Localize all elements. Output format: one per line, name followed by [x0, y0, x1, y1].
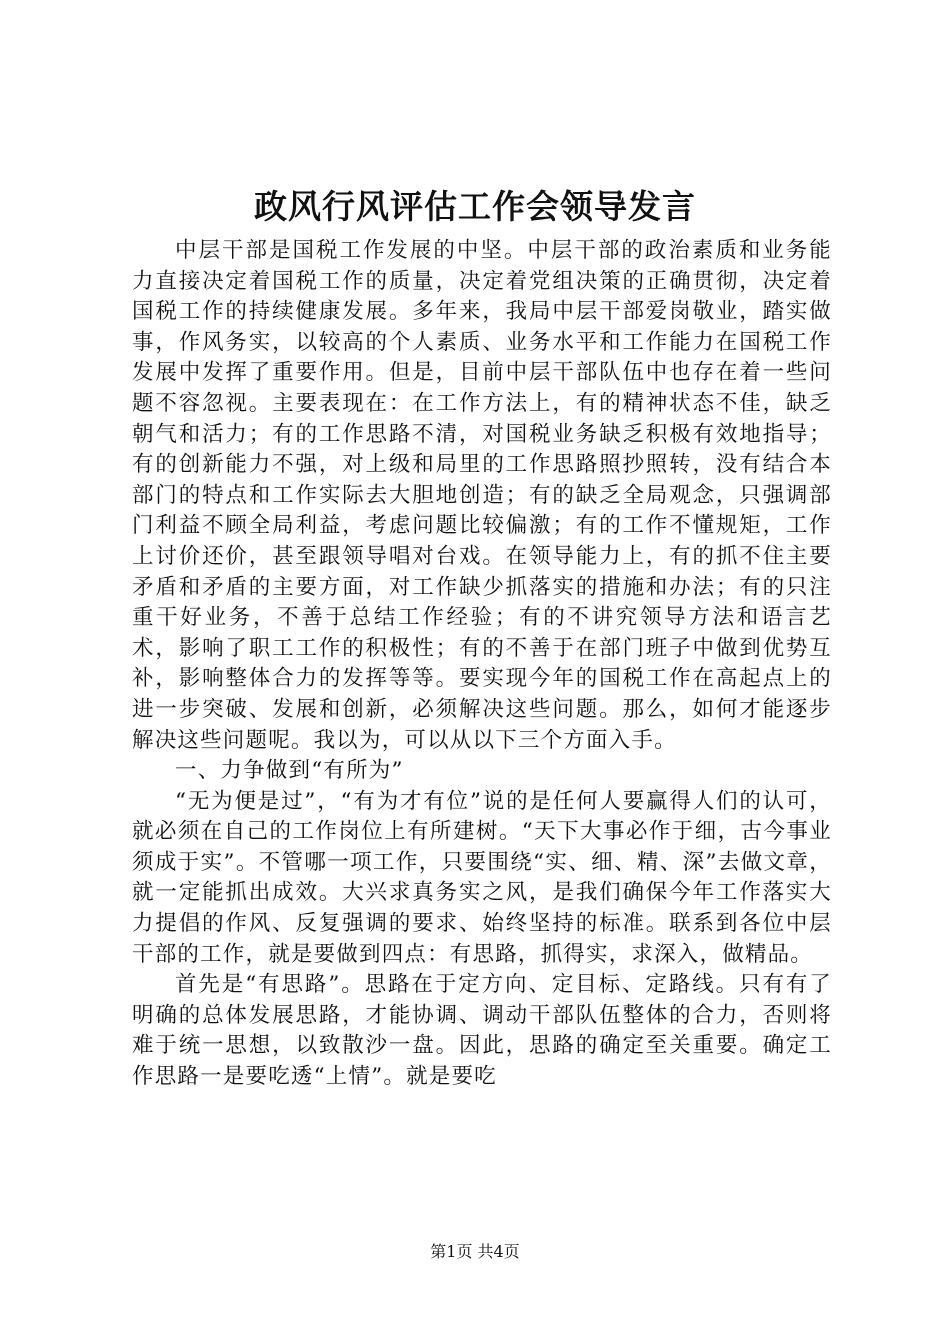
paragraph-first-point: 首先是“有思路”。思路在于定方向、定目标、定路线。只有有了明确的总体发展思路，才能协调、调动干部队伍整体的合力，否则将难于统一思想，以致散沙一盘。因此，思路的确定至关重要。确定工作思路一是要吃透“上情”。就是要吃: [132, 972, 832, 1090]
page-footer: 第1页 共4页: [430, 1242, 520, 1261]
section-heading-1: 一、力争做到“有所为”: [175, 758, 404, 784]
document-body: [132, 236, 832, 1093]
paragraph-intro: 中层干部是国税工作发展的中坚。中层干部的政治素质和业务能力直接决定着国税工作的质量，决定着党组决策的正确贯彻，决定着国税工作的持续健康发展。多年来，我局中层干部爱岗敬业，踏实做事，作风务实，以较高的个人素质、业务水平和工作能力在国税工作发展中发挥了重要作用。但是，目前中层干部队伍中也存在着一些问题不容忽视。主要表现在：在工作方法上，有的精神状态不佳，缺乏朝气和活力；有的工作思路不清，对国税业务缺乏积极有效地指导；有的创新能力不强，对上级和局里的工作思路照抄照转，没有结合本部门的特点和工作实际去大胆地创造；有的缺乏全局观念，只强调部门利益不顾全局利益，考虑问题比较偏激；有的工作不懂规矩，工作上讨价还价，甚至跟领导唱对台戏。在领导能力上，有的抓不住主要矛盾和矛盾的主要方面，对工作缺少抓落实的措施和办法；有的只注重干好业务，不善于总结工作经验；有的不讲究领导方法和语言艺术，影响了职工工作的积极性；有的不善于在部门班子中做到优势互补，影响整体合力的发挥等等。要实现今年的国税工作在高起点上的进一步突破、发展和创新，必须解决这些问题。那么，如何才能逐步解决这些问题呢。我以为，可以从以下三个方面入手。: [132, 238, 832, 753]
paragraph-section-1: “无为便是过”，“有为才有位”说的是任何人要赢得人们的认可，就必须在自己的工作岗位上有所建树。“天下大事必作于细，古今事业须成于实”。不管哪一项工作，只要围绕“实、细、精、深”去做文章，就一定能抓出成效。大兴求真务实之风，是我们确保今年工作落实大力提倡的作风、反复强调的要求、始终坚持的标准。联系到各位中层干部的工作，就是要做到四点：有思路，抓得实，求深入，做精品。: [132, 788, 832, 967]
document-title: 政风行风评估工作会领导发言: [254, 187, 696, 226]
